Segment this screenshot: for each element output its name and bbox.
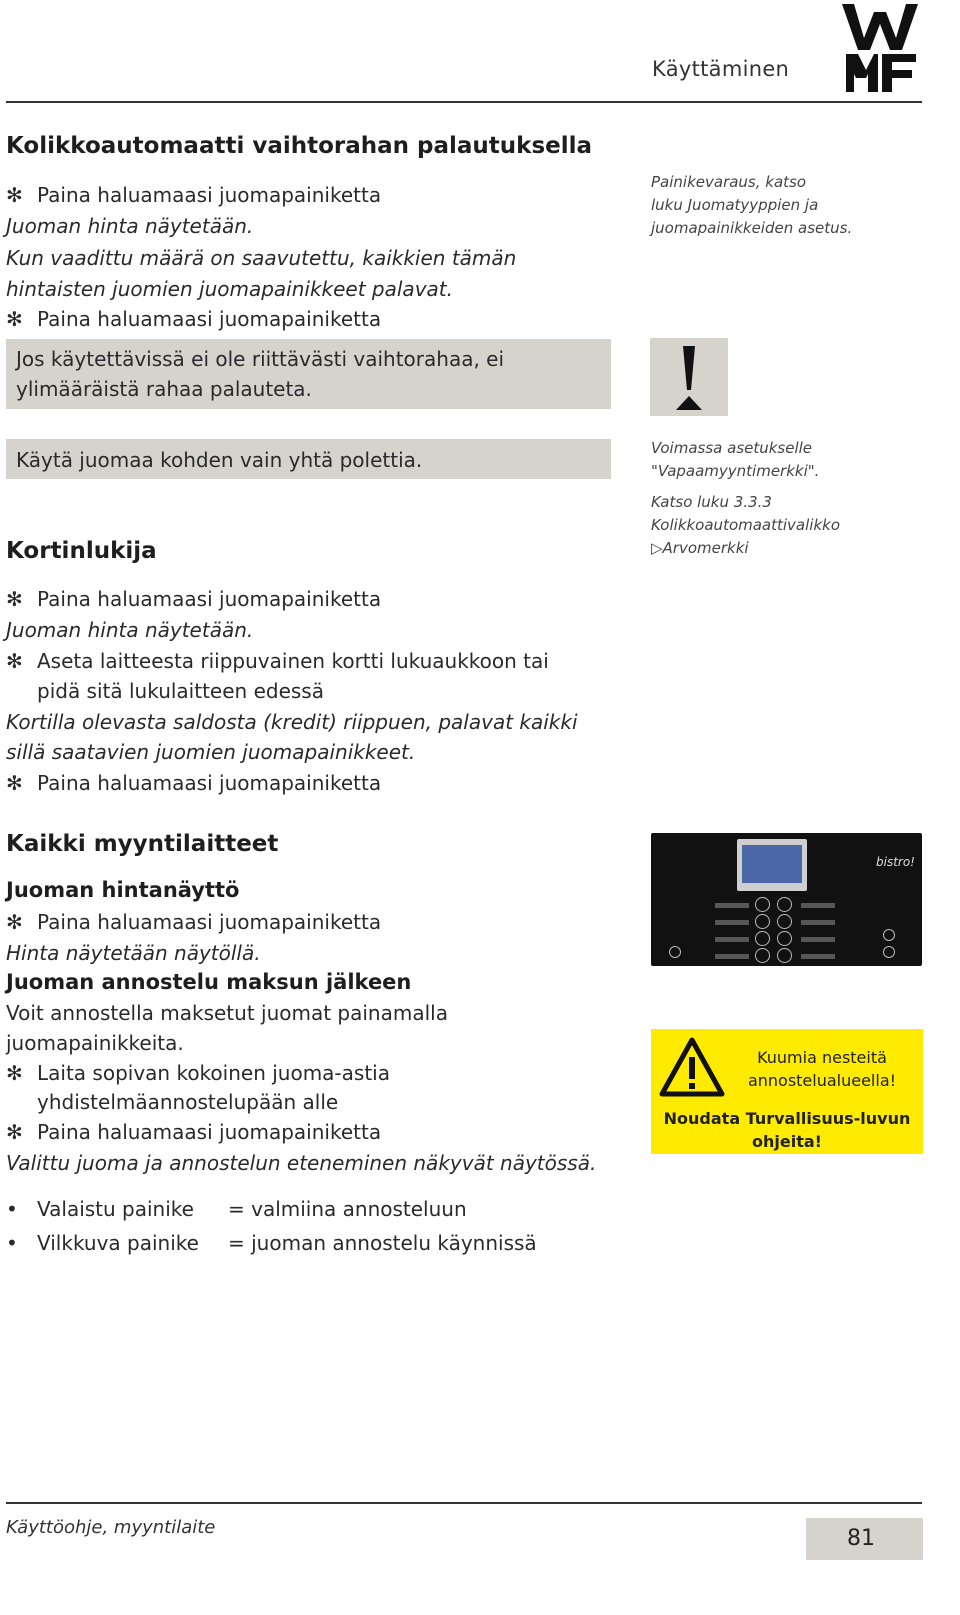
page-number: 81 xyxy=(847,1526,875,1551)
list-item: • Valaistu painike = valmiina annosteluun xyxy=(6,1194,467,1224)
dispense-text-1: Voit annostella maksetut juomat painamalla xyxy=(6,1001,448,1025)
footer-rule xyxy=(6,1502,922,1504)
warning-instruction: Noudata Turvallisuus-luvun ohjeita! xyxy=(663,1109,911,1151)
step-icon: ✻ xyxy=(6,1120,23,1144)
page-number-box xyxy=(806,1518,923,1560)
card-result-2b: sillä saatavien juomien juomapainikkeet. xyxy=(6,740,416,764)
footer-document-title: Käyttöohje, myyntilaite xyxy=(6,1517,216,1538)
list-item: • Vilkkuva painike = juoman annostelu käynnissä xyxy=(6,1228,537,1258)
dispense-step-2: ✻ Paina haluamaasi juomapainiketta xyxy=(6,1117,381,1147)
dispense-step-1a: ✻ Laita sopivan kokoinen juoma-astia xyxy=(6,1058,390,1088)
card-section-heading: Kortinlukija xyxy=(6,538,157,564)
change-note-line-1: Jos käytettävissä ei ole riittävästi vaihtorahaa, ei xyxy=(16,347,505,371)
card-step-2b: pidä sitä lukulaitteen edessä xyxy=(37,679,324,703)
sidebar-note-free-vend: Voimassa asetukselle "Vapaamyyntimerkki". xyxy=(651,439,820,480)
bullet-icon: • xyxy=(6,1197,18,1221)
exclamation-icon xyxy=(650,338,728,416)
coin-step-1: ✻ Paina haluamaasi juomapainiketta xyxy=(6,180,381,210)
price-display-heading: Juoman hintanäyttö xyxy=(6,878,240,902)
wmf-logo xyxy=(842,4,918,92)
dispense-result: Valittu juoma ja annostelun eteneminen näkyvät näytössä. xyxy=(6,1151,597,1175)
dispense-text-2: juomapainikkeita. xyxy=(6,1031,184,1055)
arrow-icon: ▷ xyxy=(651,539,663,557)
coin-result-2b: hintaisten juomien juomapainikkeet palavat. xyxy=(6,277,453,301)
coin-step-2: ✻ Paina haluamaasi juomapainiketta xyxy=(6,304,381,334)
token-note-box xyxy=(6,439,611,479)
coin-result-2a: Kun vaadittu määrä on saavutettu, kaikkien tämän xyxy=(6,246,517,270)
step-icon: ✻ xyxy=(6,307,23,331)
price-display-result: Hinta näytetään näytöllä. xyxy=(6,941,261,965)
card-step-3: ✻ Paina haluamaasi juomapainiketta xyxy=(6,768,381,798)
coin-result-1: Juoman hinta näytetään. xyxy=(6,214,254,238)
section-title: Käyttäminen xyxy=(652,57,790,81)
card-step-2a: ✻ Aseta laitteesta riippuvainen kortti lukuaukkoon tai xyxy=(6,646,549,676)
dispense-step-1b: yhdistelmäannostelupään alle xyxy=(37,1090,339,1114)
step-icon: ✻ xyxy=(6,183,23,207)
warning-triangle-icon xyxy=(659,1037,725,1097)
card-result-1: Juoman hinta näytetään. xyxy=(6,618,254,642)
hot-liquid-warning xyxy=(651,1029,923,1154)
sidebar-note-reference: Katso luku 3.3.3 Kolikkoautomaattivalikko ▷Arvomerkki xyxy=(651,493,841,557)
card-step-1: ✻ Paina haluamaasi juomapainiketta xyxy=(6,584,381,614)
step-icon: ✻ xyxy=(6,587,23,611)
machine-display xyxy=(737,839,807,891)
sidebar-note-button-assignment: Painikevaraus, katso luku Juomatyyppien ja juomapainikkeiden asetus. xyxy=(651,173,853,237)
price-display-step: ✻ Paina haluamaasi juomapainiketta xyxy=(6,907,381,937)
machine-brand-label: bistro! xyxy=(876,855,915,869)
dispense-heading: Juoman annostelu maksun jälkeen xyxy=(6,970,412,994)
change-note-line-2: ylimääräistä rahaa palauteta. xyxy=(16,377,312,401)
bullet-icon: • xyxy=(6,1231,18,1255)
step-icon: ✻ xyxy=(6,910,23,934)
warning-text: Kuumia nesteitä annostelualueella! xyxy=(747,1048,897,1090)
card-result-2a: Kortilla olevasta saldosta (kredit) riippuen, palavat kaikki xyxy=(6,710,578,734)
token-note: Käytä juomaa kohden vain yhtä polettia. xyxy=(16,448,423,472)
step-icon: ✻ xyxy=(6,1061,23,1085)
header-rule xyxy=(6,101,922,103)
coin-section-heading: Kolikkoautomaatti vaihtorahan palautuksella xyxy=(6,133,593,159)
machine-control-panel-image xyxy=(651,833,922,966)
step-icon: ✻ xyxy=(6,771,23,795)
all-section-heading: Kaikki myyntilaitteet xyxy=(6,831,279,857)
step-icon: ✻ xyxy=(6,649,23,673)
change-note-box xyxy=(6,339,611,409)
